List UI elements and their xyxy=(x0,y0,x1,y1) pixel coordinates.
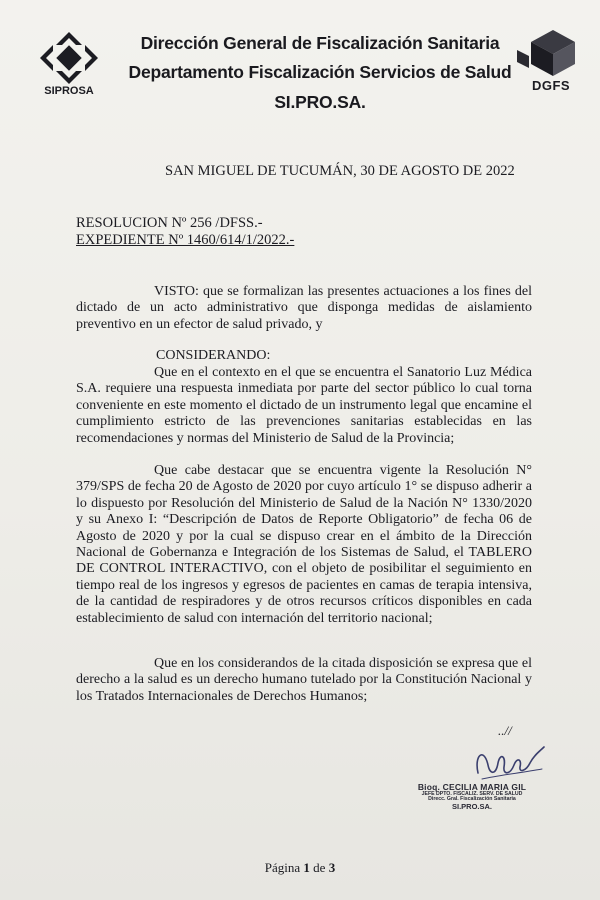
signer-org: SI.PRO.SA. xyxy=(451,801,492,811)
page-number xyxy=(0,860,600,876)
dgfs-logo xyxy=(515,28,585,98)
siprosa-logo xyxy=(34,30,104,100)
considerando-paragraph-3 xyxy=(76,656,532,705)
continuation-mark: ..// xyxy=(498,723,512,738)
header-line-3: SI.PRO.SA. xyxy=(274,92,366,112)
page-prefix: Página xyxy=(264,860,304,875)
signer-title-2: Direcc. Gral. Fiscalización Sanitaria xyxy=(428,796,516,803)
paragraph-1-text: Que en el contexto en el que se encuentra el Sanatorio Luz Médica S.A. requiere una respuesta inmediata por parte del sector público lo cual torna conveniente en este momento el dictado de un instrumento legal que encamine el cumplimiento estricto de las prevenciones sanitarias establecidas en las recomendaciones y normas del Ministerio de Salud de la Provincia; xyxy=(76,365,532,446)
dateline: SAN MIGUEL DE TUCUMÁN, 30 DE AGOSTO DE 2022 xyxy=(165,163,515,179)
siprosa-logo-icon xyxy=(34,30,104,86)
page-sep: de xyxy=(309,860,329,875)
handwritten-signature xyxy=(470,735,550,785)
signer-title-1: JEFE DPTO. FISCALIZ. SERV. DE SALUD xyxy=(421,790,523,797)
header-line-1: Dirección General de Fiscalización Sanitaria xyxy=(140,33,500,53)
page-current: 1 xyxy=(303,860,310,875)
resolution-number: RESOLUCION Nº 256 /DFSS.- xyxy=(76,215,263,231)
visto-paragraph xyxy=(76,284,532,333)
considerando-paragraph-1 xyxy=(76,365,532,447)
dgfs-logo-text: DGFS xyxy=(531,78,571,93)
siprosa-logo-text: SIPROSA xyxy=(44,85,94,97)
signer-name: Bioq. CECILIA MARIA GIL xyxy=(417,782,527,792)
considerando-paragraph-2 xyxy=(76,463,532,627)
dgfs-logo-icon xyxy=(515,28,585,78)
visto-text: VISTO: que se formalizan las presentes actuaciones a los fines del dictado de un acto administrativo que disponga medidas de aislamiento preventivo en un efector de salud privado, y xyxy=(76,284,532,332)
page-total: 3 xyxy=(328,860,336,875)
signature-block xyxy=(412,783,532,811)
expediente-number: EXPEDIENTE Nº 1460/614/1/2022.- xyxy=(76,232,295,248)
considerando-heading: CONSIDERANDO: xyxy=(156,348,271,363)
paragraph-3-text: Que en los considerandos de la citada disposición se expresa que el derecho a la salud es un derecho humano tutelado por la Constitución Nacional y los Tratados Internacionales de Derechos Humanos; xyxy=(76,656,532,704)
header-line-2: Departamento Fiscalización Servicios de Salud xyxy=(128,62,512,82)
paragraph-2-text: Que cabe destacar que se encuentra vigente la Resolución N° 379/SPS de fecha 20 de Agosto de 2020 por cuyo artículo 1° se dispuso adherir a lo dispuesto por Resolución del Ministerio de Salud de la Nación N° 1330/2020 y su Anexo I: “Descripción de Datos de Reporte Obligatorio” de fecha 06 de Agosto de 2020 y por la cual se dispuso crear en el ámbito de la Dirección Nacional de Gobernanza e Integración de los Sistemas de Salud, el TABLERO DE CONTROL INTERACTIVO, con el objeto de posibilitar el seguimiento en tiempo real de los ingresos y egresos de pacientes en camas de terapia intensiva, de la cantidad de respiradores y de otros recursos críticos disponibles en cada establecimiento de salud con internación del territorio nacional; xyxy=(76,463,532,626)
